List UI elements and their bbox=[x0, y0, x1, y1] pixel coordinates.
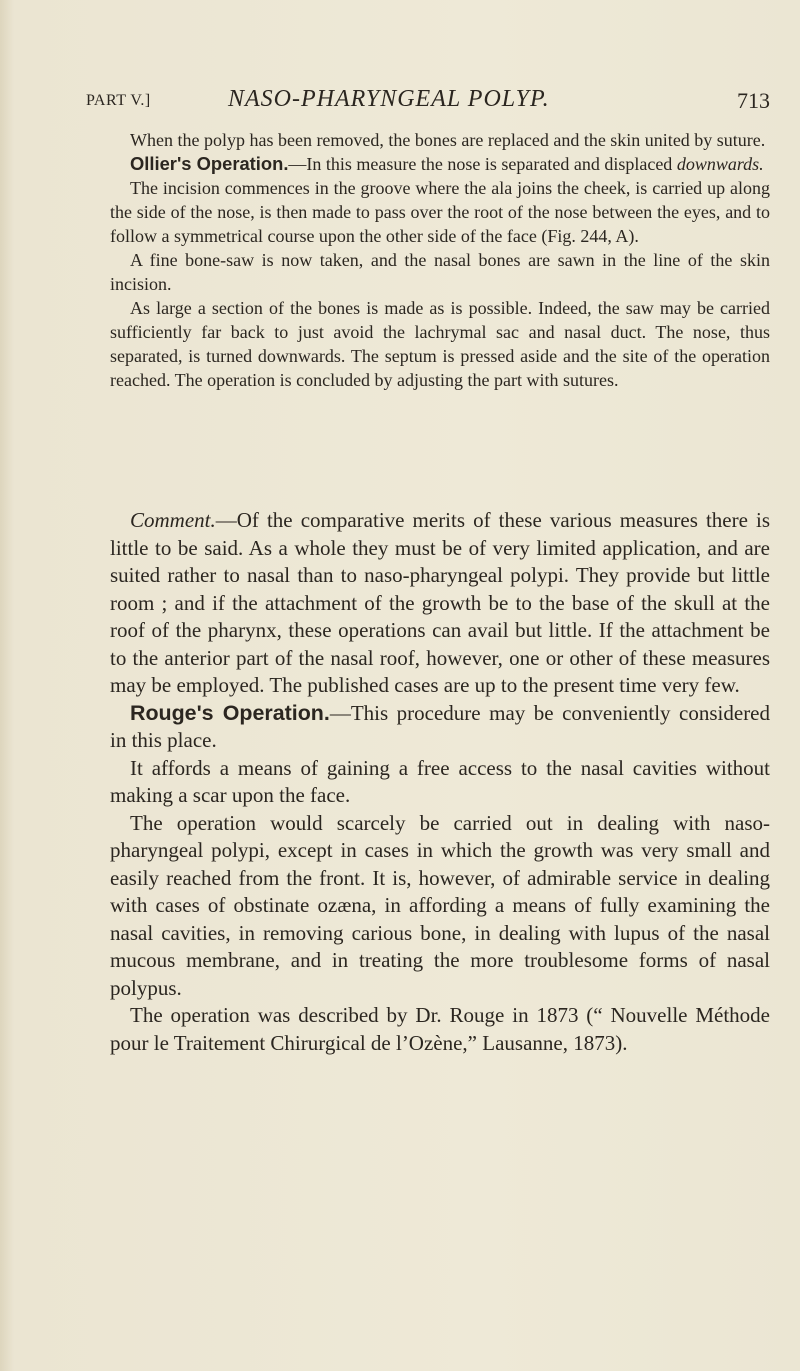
section-heading-olliers-operation: Ollier's Operation. bbox=[130, 153, 289, 174]
paragraph-section-bones: As large a section of the bones is made as is possible. Indeed, the saw may be carried sufficiently far back to just avoid the lachrymal sac and nasal duct. The nose, thus separated, is turned downwards. The septum is pressed aside and the site of the operation reached. The operation is concluded by adjusting the part with sutures. bbox=[110, 298, 770, 390]
large-print-section bbox=[110, 507, 770, 1057]
paragraph-text: —This procedure may be conveniently considered in this place. bbox=[110, 700, 771, 752]
paragraph-suture: When the polyp has been removed, the bones are replaced and the skin united by suture. bbox=[130, 130, 766, 150]
small-print-section bbox=[110, 128, 770, 392]
part-label: PART V.] bbox=[86, 92, 151, 109]
paragraph-bone-saw: A fine bone-saw is now taken, and the nasal bones are sawn in the line of the skin incision. bbox=[110, 250, 770, 294]
paragraph-rouges-operation bbox=[110, 700, 770, 755]
paragraph-free-access: It affords a means of gaining a free access to the nasal cavities without making a scar upon the face. bbox=[110, 755, 770, 807]
heading-dash: — bbox=[288, 154, 307, 174]
paragraph-comment bbox=[110, 507, 770, 700]
running-header bbox=[86, 86, 776, 116]
paragraph-olliers-operation bbox=[110, 152, 770, 176]
page-number: 713 bbox=[737, 88, 770, 113]
running-title: NASO-PHARYNGEAL POLYP. bbox=[228, 86, 550, 112]
paragraph-incision: The incision commences in the groove where the ala joins the cheek, is carried up along the side of the nose, is then made to pass over the root of the nose between the eyes, and to follow a symmetrical course upon the other side of the face (Fig. 244, A). bbox=[110, 178, 770, 246]
paragraph-citation: The operation was described by Dr. Rouge in 1873 (“ Nouvelle Méthode pour le Traitement Chirurgical de l’Ozène,” Lausanne, 1873). bbox=[110, 1003, 770, 1055]
section-heading-rouges-operation: Rouge's Operation. bbox=[130, 700, 330, 725]
paragraph-service: The operation would scarcely be carried out in dealing with naso-pharyngeal polypi, except in cases in which the growth was very small and easily reached from the front. It is, however, of admirable service in dealing with cases of obstinate ozæna, in affording a means of fully examining the nasal cavities, in removing carious bone, in dealing with lupus of the nasal mucous membrane, and in treating the more troublesome forms of nasal polypus. bbox=[110, 810, 770, 1000]
paragraph-text: In this measure the nose is separated and displaced bbox=[306, 154, 677, 174]
comment-label: Comment. bbox=[130, 508, 216, 532]
paragraph-text: —Of the comparative merits of these various measures there is little to be said. As a whole they must be of very limited application, and are suited rather to nasal than to naso-pharyngeal polypi. They provide but little room ; and if the attachment of the growth be to the base of the skull at the roof of the pharynx, these operations can avail but little. If the attachment be to the anterior part of the nasal roof, however, one or other of these measures may be employed. The published cases are up to the present time very few. bbox=[110, 508, 770, 697]
italic-term: downwards. bbox=[676, 154, 764, 174]
